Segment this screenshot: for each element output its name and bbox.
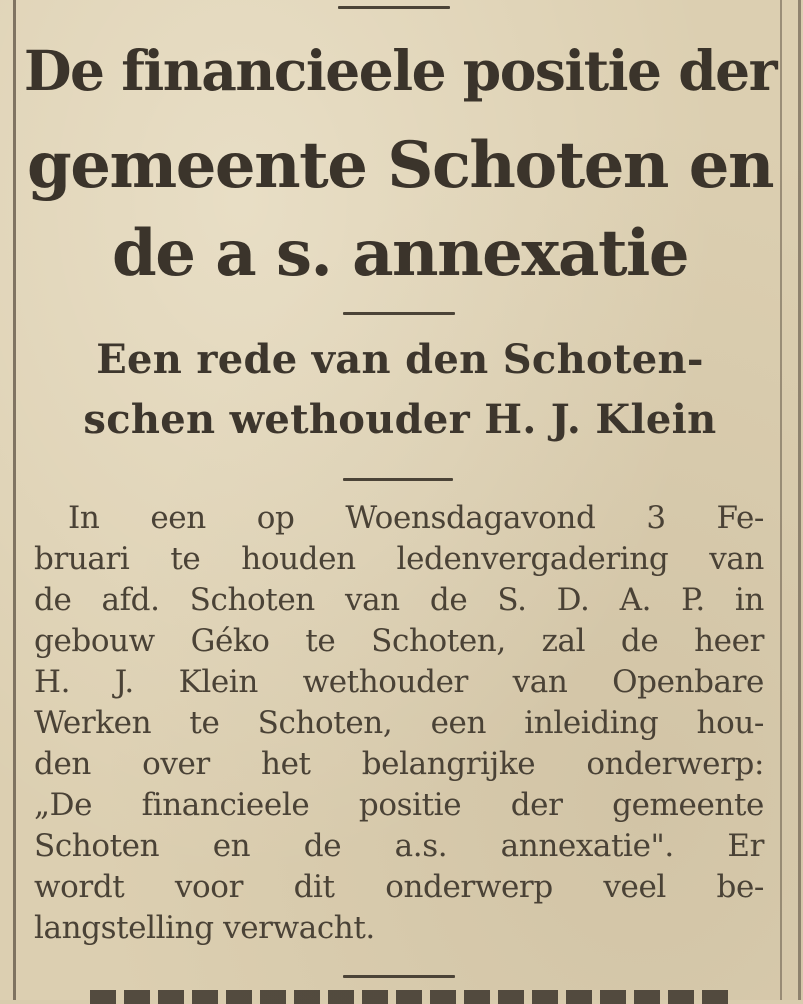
body-line: gebouw Géko te Schoten, zal de heer: [34, 623, 764, 659]
separator-after-headline: [343, 312, 455, 315]
column-rule-left: [13, 0, 16, 1000]
body-line: „De financieele positie der gemeente: [34, 787, 764, 823]
column-rule-far-right: [798, 0, 801, 1000]
separator-top: [338, 6, 450, 9]
body-line: In een op Woensdagavond 3 Fe-: [68, 500, 764, 536]
body-line: Schoten en de a.s. annexatie". Er: [34, 828, 764, 864]
headline-line-1: De financieele positie der: [23, 38, 777, 103]
body-line: de afd. Schoten van de S. D. A. P. in: [34, 582, 764, 618]
body-line: bruari te houden ledenvergadering van: [34, 541, 764, 577]
headline-line-2: gemeente Schoten en: [27, 128, 773, 203]
body-line: den over het belangrijke onderwerp:: [34, 746, 764, 782]
separator-after-subheadline: [343, 478, 453, 481]
cut-off-next-headline: [90, 990, 730, 1004]
subheadline-line-2: schen wethouder H. J. Klein: [83, 396, 717, 443]
body-line: H. J. Klein wethouder van Openbare: [34, 664, 764, 700]
column-rule-right: [780, 0, 782, 1000]
subheadline-line-1: Een rede van den Schoten-: [96, 336, 704, 383]
body-line: wordt voor dit onderwerp veel be-: [34, 869, 764, 905]
body-line: langstelling verwacht.: [34, 910, 375, 946]
headline-line-3: de a s. annexatie: [111, 216, 689, 291]
separator-bottom: [343, 975, 455, 978]
body-line: Werken te Schoten, een inleiding hou-: [34, 705, 764, 741]
